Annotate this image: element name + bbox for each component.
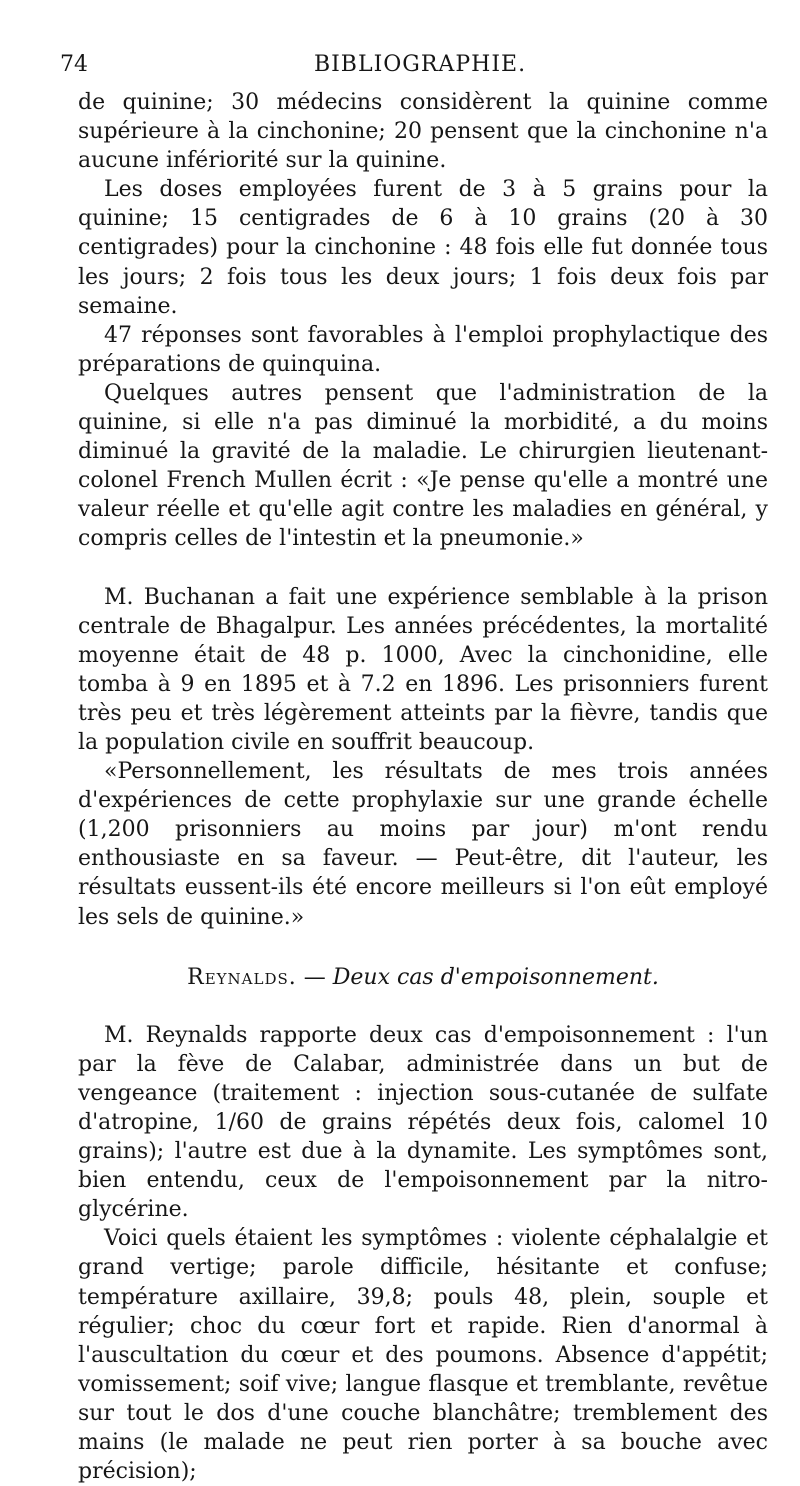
section-heading xyxy=(78,963,768,992)
running-title: BIBLIOGRAPHIE. xyxy=(313,52,527,77)
paragraph-doses: Les doses employées furent de 3 à 5 grains pour la quinine; 15 centigrades de 6 à 10 grains (20 à 30 centigrades) pour la cinchonine : 48 fois elle fut donnée tous les jours; 2 fois tous les deux jours; 1 fois deux fois par semaine. xyxy=(78,177,768,319)
paragraph-continuation: de quinine; 30 médecins considèrent la quinine comme supérieure à la cinchonine; 20 pensent que la cinchonine n'a aucune infériorité sur la quinine. xyxy=(78,90,768,174)
paragraph-spacer xyxy=(78,554,768,583)
section-title: Deux cas d'empoisonnement. xyxy=(332,964,659,990)
paragraph-responses: 47 réponses sont favorables à l'emploi prophylactique des préparations de quinquina. xyxy=(78,322,768,377)
section-spacer-bottom xyxy=(78,992,768,1021)
paragraph-others: Quelques autres pensent que l'administration de la quinine, si elle n'a pas diminué la morbidité, a du moins diminué la gravité de la maladie. Le chirurgien lieutenant-colonel French Mullen écrit : «Je pense qu'elle a montré une valeur réelle et qu'elle agit contre les maladies en général, y compris celles de l'intestin et la pneumonie.» xyxy=(78,380,768,552)
paragraph-quote: «Personnellement, les résultats de mes trois années d'expériences de cette prophylaxie sur une grande échelle (1,200 prisonniers au moins par jour) m'ont rendu enthousiaste en sa faveur. — Peut-être, dit l'auteur, les résultats eussent-ils été encore meilleurs si l'on eût employé les sels de quinine.» xyxy=(78,759,768,930)
section-dash: — xyxy=(296,964,333,990)
paragraph-buchanan: M. Buchanan a fait une expérience semblable à la prison centrale de Bhagalpur. Les années précédentes, la mortalité moyenne était de 48 p. 1000, Avec la cinchonidine, elle tomba à 9 en 1895 et à 7.2 en 1896. Les prisonniers furent très peu et très légèrement atteints par la fièvre, tandis que la population civile en souffrit beaucoup. xyxy=(78,584,768,755)
paragraph-reynalds: M. Reynalds rapporte deux cas d'empoisonnement : l'un par la fève de Calabar, administrée dans un but de vengeance (traitement : injection sous-cutanée de sulfate d'atropine, 1/60 de grains répétés deux fois, calomel 10 grains); l'autre est due à la dynamite. Les symptômes sont, bien entendu, ceux de l'empoisonnement par la nitro-glycérine. xyxy=(78,1022,768,1223)
page-header xyxy=(60,50,780,80)
paragraph-symptoms: Voici quels étaient les symptômes : violente céphalalgie et grand vertige; parole difficile, hésitante et confuse; température axillaire, 39,8; pouls 48, plein, souple et régulier; choc du cœur fort et rapide. Rien d'anormal à l'auscultation du cœur et des poumons. Absence d'appétit; vomissement; soif vive; langue flasque et tremblante, revêtue sur tout le dos d'une couche blanchâtre; tremblement des mains (le malade ne peut rien porter à sa bouche avec précision); xyxy=(78,1226,768,1485)
page-number: 74 xyxy=(60,52,88,77)
page-body xyxy=(78,88,768,1486)
section-author: Reynalds. xyxy=(187,964,297,990)
section-spacer-top xyxy=(78,932,768,963)
